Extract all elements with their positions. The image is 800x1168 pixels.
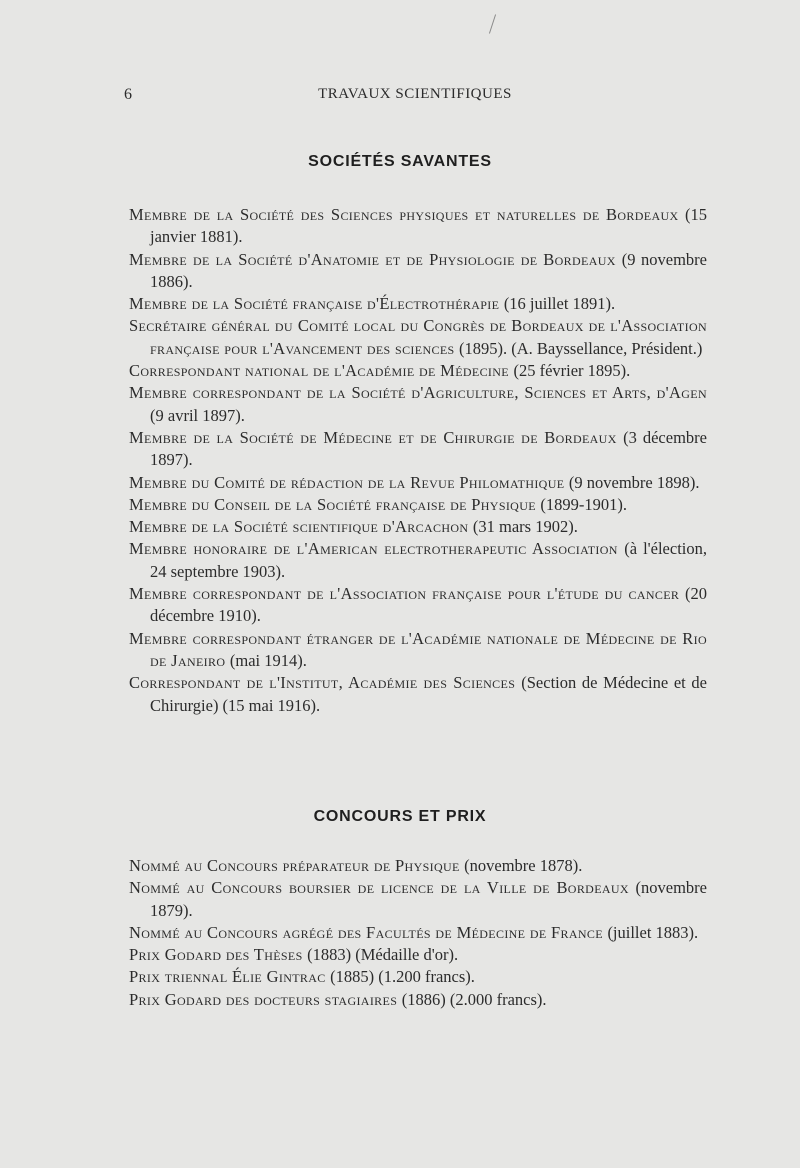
list-item: Correspondant national de l'Académie de Médecine (25 février 1895). [129, 361, 631, 381]
list-item: Membre du Comité de rédaction de la Revue Philomathique (9 novembre 1898). [129, 472, 700, 492]
list-item: Prix Godard des docteurs stagiaires (1886) (2.000 francs). [129, 989, 547, 1009]
list-item: Membre de la Société d'Anatomie et de Physiologie de Bordeaux (9 novembre 1886). [129, 249, 707, 291]
list-item: Membre correspondant étranger de l'Académie nationale de Médecine de Rio de Janeiro (mai 1914). [129, 628, 707, 670]
list-item: Nommé au Concours agrégé des Facultés de Médecine de France (juillet 1883). [129, 922, 699, 942]
list-item: Membre de la Société française d'Électrothérapie (16 juillet 1891). [129, 294, 616, 314]
page-header [0, 86, 800, 108]
list-item: Membre correspondant de la Société d'Agriculture, Sciences et Arts, d'Agen (9 avril 1897). [129, 383, 707, 425]
running-title: TRAVAUX SCIENTIFIQUES [318, 86, 512, 102]
concours-et-prix-list [129, 855, 707, 1011]
list-item: Secrétaire général du Comité local du Congrès de Bordeaux de l'Association française pour l'Avancement des sciences (1895). (A. Bayssellance, Président.) [129, 316, 707, 358]
list-item: Membre honoraire de l'American electrotherapeutic Association (à l'élection, 24 septembre 1903). [129, 539, 707, 581]
societes-savantes-list [129, 204, 707, 717]
list-item: Membre correspondant de l'Association française pour l'étude du cancer (20 décembre 1910). [129, 584, 707, 626]
list-item: Membre de la Société scientifique d'Arcachon (31 mars 1902). [129, 517, 578, 537]
list-item: Nommé au Concours boursier de licence de la Ville de Bordeaux (novembre 1879). [129, 878, 707, 920]
list-item: Prix Godard des Thèses (1883) (Médaille d'or). [129, 945, 459, 965]
section-title-concours-et-prix: CONCOURS ET PRIX [313, 808, 487, 825]
list-item: Nommé au Concours préparateur de Physique (novembre 1878). [129, 856, 583, 875]
list-item: Membre de la Société de Médecine et de Chirurgie de Bordeaux (3 décembre 1897). [129, 427, 707, 470]
list-item: Membre de la Société des Sciences physiques et naturelles de Bordeaux (15 janvier 1881). [129, 205, 707, 247]
stray-pen-mark [489, 14, 496, 33]
page-number: 6 [124, 86, 132, 103]
list-item: Prix triennal Élie Gintrac (1885) (1.200 francs). [129, 967, 475, 987]
list-item: Membre du Conseil de la Société française de Physique (1899-1901). [129, 494, 627, 514]
section-title-societes-savantes: SOCIÉTÉS SAVANTES [308, 153, 492, 170]
list-item: Correspondant de l'Institut, Académie des Sciences (Section de Médecine et de Chirurgie) (15 mai 1916). [129, 673, 707, 715]
